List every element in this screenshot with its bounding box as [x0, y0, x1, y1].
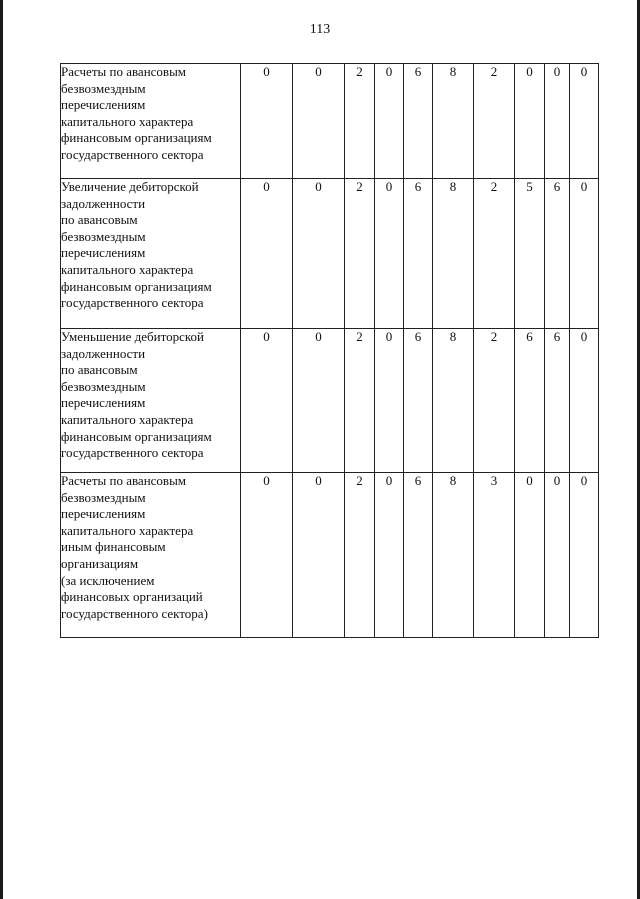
description-line: Расчеты по авансовым — [61, 64, 187, 79]
code-digit: 0 — [293, 473, 345, 638]
page-number: 113 — [309, 22, 331, 37]
code-digit: 2 — [345, 473, 375, 638]
description-line: по авансовым — [61, 212, 138, 228]
code-digit: 0 — [241, 329, 293, 473]
code-digit: 0 — [570, 473, 599, 638]
table-row — [61, 329, 599, 473]
code-digit: 0 — [570, 64, 599, 179]
code-digit: 0 — [241, 64, 293, 179]
code-digit: 2 — [474, 329, 515, 473]
description-line: государственного сектора) — [61, 605, 208, 621]
scan-edge-left — [0, 0, 3, 899]
account-description — [61, 473, 241, 638]
description-line: финансовых организаций — [61, 589, 203, 605]
description-line: финансовым организациям — [61, 428, 212, 444]
code-digit: 8 — [433, 473, 474, 638]
description-line: государственного сектора — [61, 445, 204, 461]
description-line: перечислениям — [61, 245, 146, 261]
code-digit: 2 — [474, 64, 515, 179]
description-line: перечислениям — [61, 97, 146, 113]
code-digit: 0 — [375, 64, 404, 179]
description-line: капитального характера — [61, 261, 194, 277]
code-digit: 0 — [545, 473, 570, 638]
code-digit: 0 — [375, 179, 404, 329]
description-line: задолженности — [61, 195, 146, 211]
code-digit: 6 — [404, 64, 433, 179]
code-digit: 0 — [293, 64, 345, 179]
description-line: капитального характера — [61, 113, 194, 129]
code-digit: 2 — [345, 64, 375, 179]
code-digit: 8 — [433, 179, 474, 329]
account-description — [61, 329, 241, 473]
description-line: Увеличение дебиторской — [61, 179, 199, 194]
description-line: иным финансовым — [61, 539, 166, 555]
description-line: организациям — [61, 555, 139, 571]
code-digit: 8 — [433, 64, 474, 179]
description-line: безвозмездным — [61, 378, 146, 394]
account-code-table — [60, 63, 599, 638]
description-line: перечислениям — [61, 395, 146, 411]
table-row — [61, 473, 599, 638]
code-digit: 8 — [433, 329, 474, 473]
description-line: безвозмездным — [61, 228, 146, 244]
description-line: по авансовым — [61, 362, 138, 378]
code-digit: 0 — [293, 179, 345, 329]
description-line: перечислениям — [61, 506, 146, 522]
code-digit: 6 — [545, 179, 570, 329]
account-description — [61, 179, 241, 329]
code-digit: 5 — [515, 179, 545, 329]
table-row — [61, 179, 599, 329]
code-digit: 0 — [570, 329, 599, 473]
code-digit: 0 — [515, 473, 545, 638]
code-digit: 0 — [375, 329, 404, 473]
description-line: безвозмездным — [61, 80, 146, 96]
description-line: государственного сектора — [61, 295, 204, 311]
code-digit: 2 — [345, 329, 375, 473]
description-line: Расчеты по авансовым — [61, 473, 187, 488]
code-digit: 6 — [404, 473, 433, 638]
code-digit: 0 — [375, 473, 404, 638]
description-line: капитального характера — [61, 411, 194, 427]
code-digit: 0 — [545, 64, 570, 179]
description-line: финансовым организациям — [61, 130, 212, 146]
code-digit: 0 — [241, 473, 293, 638]
description-line: государственного сектора — [61, 146, 204, 162]
code-digit: 0 — [515, 64, 545, 179]
code-digit: 0 — [570, 179, 599, 329]
description-line: безвозмездным — [61, 489, 146, 505]
code-digit: 6 — [545, 329, 570, 473]
description-line: финансовым организациям — [61, 278, 212, 294]
description-line: капитального характера — [61, 522, 194, 538]
code-digit: 3 — [474, 473, 515, 638]
code-digit: 2 — [474, 179, 515, 329]
account-description — [61, 64, 241, 179]
code-digit: 6 — [404, 329, 433, 473]
table-row — [61, 64, 599, 179]
code-digit: 6 — [404, 179, 433, 329]
code-digit: 0 — [293, 329, 345, 473]
code-digit: 0 — [241, 179, 293, 329]
description-line: задолженности — [61, 345, 146, 361]
description-line: (за исключением — [61, 572, 155, 588]
code-digit: 6 — [515, 329, 545, 473]
code-digit: 2 — [345, 179, 375, 329]
description-line: Уменьшение дебиторской — [61, 329, 205, 344]
